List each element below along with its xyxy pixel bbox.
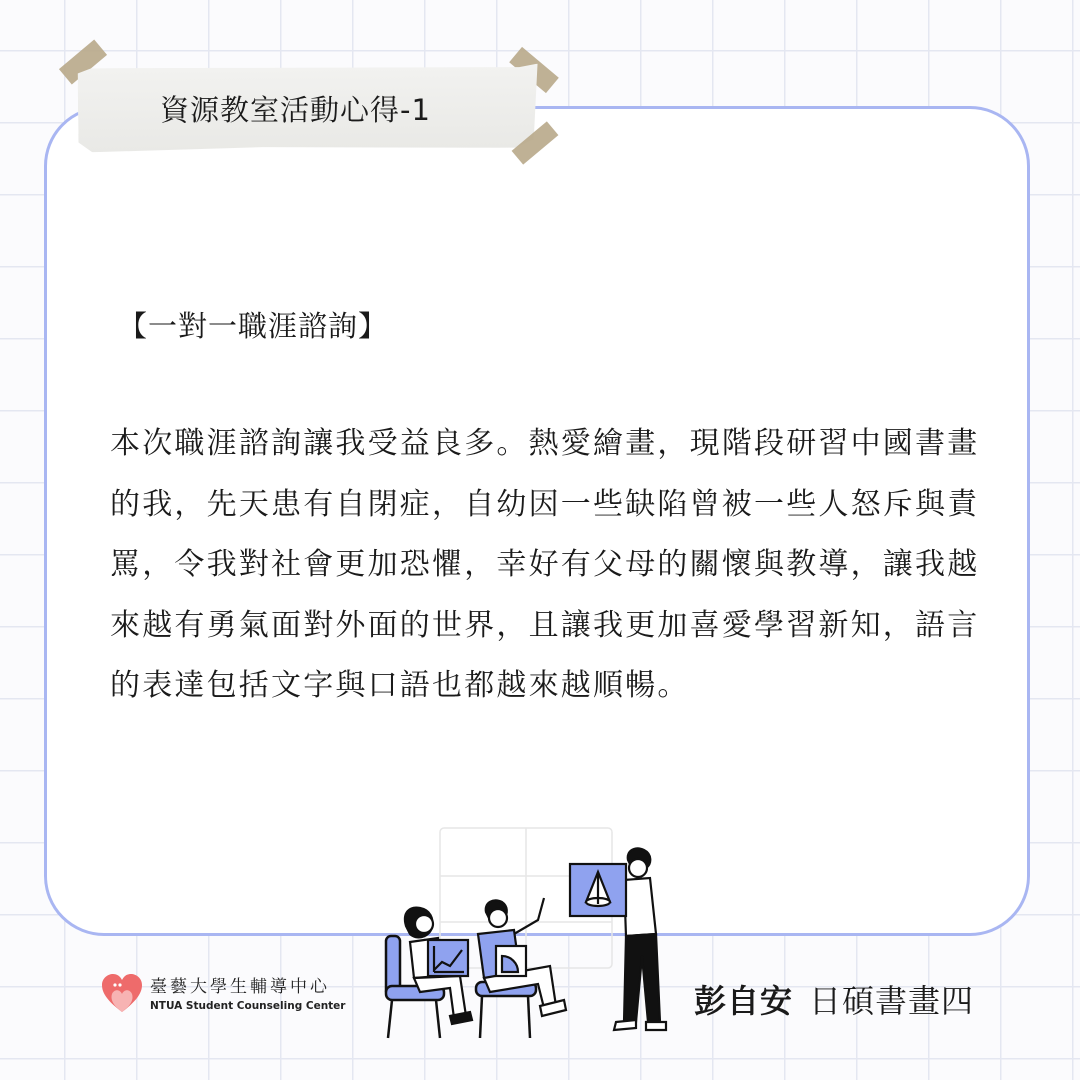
heart-logo-icon xyxy=(100,972,144,1016)
people-presenting-charts-illustration xyxy=(380,826,670,1040)
logo-chinese-name: 臺藝大學生輔導中心 xyxy=(150,977,330,997)
section-heading: 【一對一職涯諮詢】 xyxy=(118,309,389,343)
author-department: 日碩書畫四 xyxy=(809,982,975,1020)
author-info xyxy=(694,976,974,1022)
author-name: 彭自安 xyxy=(694,982,794,1020)
logo-english-name: NTUA Student Counseling Center xyxy=(150,1000,346,1012)
counseling-center-logo xyxy=(100,970,350,1020)
body-paragraph: 本次職涯諮詢讓我受益良多。熱愛繪畫，現階段研習中國書畫的我，先天患有自閉症，自幼因一些缺陷曾被一些人怒斥與責罵，令我對社會更加恐懼，幸好有父母的關懷與教導，讓我越來越有勇氣面對外面的世界，且讓我更加喜愛學習新知，語言的表達包括文字與口語也都越來越順暢。 xyxy=(110,426,980,703)
page-title: 資源教室活動心得-1 xyxy=(160,93,431,127)
